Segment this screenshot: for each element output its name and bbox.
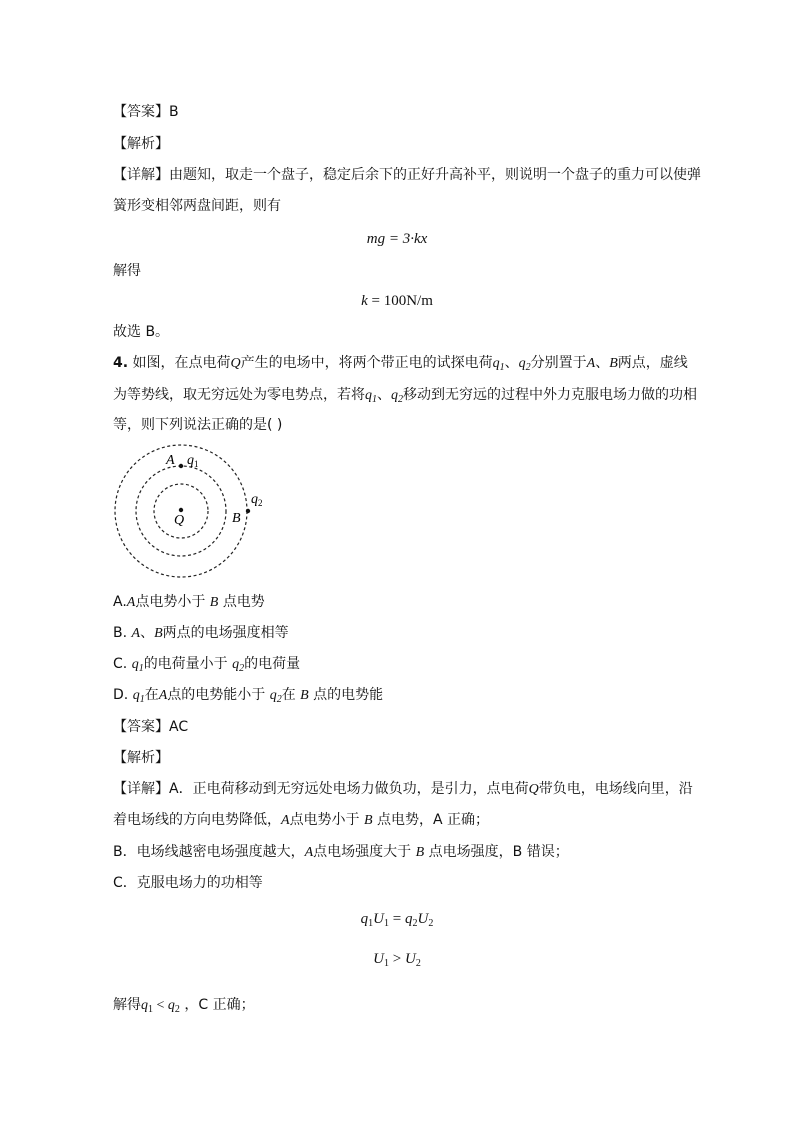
q-var-A: A xyxy=(586,356,596,371)
option-b xyxy=(113,624,289,643)
charge-Q-dot xyxy=(179,508,183,512)
opt-text: 的电荷量 xyxy=(244,656,301,672)
detail-line-2: 簧形变相邻两盘间距，则有 xyxy=(113,198,281,214)
question-line-3: 等，则下列说法正确的是( ) xyxy=(113,417,283,433)
detail-text: 带负电，电场线向里，沿 xyxy=(538,781,693,797)
detail-text: 点电势，A 正确； xyxy=(377,812,490,828)
option-c-prefix: C. xyxy=(113,656,128,672)
answer-line-1 xyxy=(113,103,179,121)
detail2-line-2 xyxy=(113,811,489,830)
opt-text: 两点的电场强度相等 xyxy=(162,625,289,641)
option-d-prefix: D. xyxy=(113,687,129,703)
answer-line-2 xyxy=(113,718,188,736)
answer-label: 【答案】 xyxy=(113,719,169,735)
opt-text: 在 xyxy=(144,687,159,703)
equation-q1u1-q2u2: $q_1U_1 = q_2U_2$ xyxy=(360,911,434,929)
equation-u1-gt-u2: $U_1 > U_2$ xyxy=(373,951,421,969)
answer-label: 【答案】 xyxy=(113,104,169,120)
q-var-Q: Q xyxy=(230,356,241,371)
opt-text: 的电荷量小于 xyxy=(143,656,228,672)
opt-text: 在 xyxy=(281,687,296,703)
question-line-1 xyxy=(113,354,688,377)
detail-text: 点电场强度，B 错误； xyxy=(428,844,569,860)
opt-var-A: A xyxy=(158,688,168,703)
q-var-q2: $q_2$ xyxy=(391,388,403,405)
detail-label: 【详解】 xyxy=(113,781,169,797)
final-text: ，C 正确； xyxy=(184,997,255,1013)
detail-text: A．正电荷移动到无穷远处电场力做负功，是引力，点电荷 xyxy=(169,781,529,797)
detail-text: 着电场线的方向电势降低， xyxy=(113,812,281,828)
final-inequality: $q_1 < q_2$ xyxy=(141,998,180,1015)
detail-text: 点电势小于 xyxy=(289,812,360,828)
eq-k-var: k xyxy=(361,293,368,309)
detail2-line-3 xyxy=(113,843,569,862)
opt-var-q1: $q_1$ xyxy=(131,657,144,674)
detail-text: 点电场强度大于 xyxy=(313,844,412,860)
q-var-B: B xyxy=(609,356,618,371)
point-B-dot xyxy=(246,509,250,513)
label-B: B xyxy=(232,511,241,526)
detail-label: 【详解】 xyxy=(113,167,169,183)
opt-text: 点电势 xyxy=(222,594,265,610)
detail-line-1 xyxy=(113,166,701,184)
q-text: 、 xyxy=(504,355,519,371)
detail-var-B: B xyxy=(415,845,425,860)
final-line xyxy=(113,996,255,1019)
option-a xyxy=(113,593,265,612)
question-number: 4. xyxy=(113,355,129,371)
eq-k-value: = 100N/m xyxy=(367,293,433,309)
equation-mg-kx: mg = 3·kx xyxy=(366,231,428,247)
opt-text: 点电势小于 xyxy=(135,594,206,610)
detail2-line-4: C．克服电场力的功相等 xyxy=(113,875,263,891)
detail-text: 由题知，取走一个盘子，稳定后余下的正好升高补平，则说明一个盘子的重力可以使弹 xyxy=(169,167,701,183)
opt-var-q2: $q_2$ xyxy=(269,688,282,705)
q-text: 两点，虚线 xyxy=(617,355,688,371)
detail2-line-1 xyxy=(113,780,693,799)
question-line-2 xyxy=(113,386,697,409)
q-text: 、 xyxy=(595,355,610,371)
q-text: 、 xyxy=(377,387,391,403)
opt-var-B: B xyxy=(154,626,163,641)
analysis-label-2: 【解析】 xyxy=(113,750,169,766)
q-text: 如图，在点电荷 xyxy=(132,355,231,371)
solve-label-1: 解得 xyxy=(113,263,141,279)
q-var-q1: $q_1$ xyxy=(365,388,377,405)
opt-var-A: A xyxy=(131,626,141,641)
label-q1: $q_1$ xyxy=(187,453,199,469)
answer-value: B xyxy=(169,104,179,120)
label-q2: $q_2$ xyxy=(251,492,263,508)
detail-var-A: A xyxy=(304,845,314,860)
option-c xyxy=(113,655,300,678)
equipotential-figure xyxy=(108,442,278,584)
detail-var-B: B xyxy=(364,813,373,828)
opt-text: 点的电势能小于 xyxy=(167,687,266,703)
analysis-label-1: 【解析】 xyxy=(113,136,169,152)
opt-var-B: B xyxy=(209,595,219,610)
opt-text: 、 xyxy=(140,625,155,641)
opt-var-q1: $q_1$ xyxy=(132,688,145,705)
label-Q: Q xyxy=(174,513,185,528)
final-text: 解得 xyxy=(113,997,141,1013)
answer-value: AC xyxy=(169,719,189,735)
option-a-prefix: A. xyxy=(113,594,127,610)
equation-k xyxy=(0,292,794,310)
opt-var-A: A xyxy=(126,595,136,610)
choose-line-1: 故选 B。 xyxy=(113,324,170,340)
detail-text: B．电场线越密电场强度越大， xyxy=(113,844,305,860)
point-A-dot xyxy=(179,464,183,468)
detail-var-Q: Q xyxy=(528,782,539,797)
detail-var-A: A xyxy=(281,813,290,828)
opt-text: 点的电势能 xyxy=(313,687,384,703)
option-d xyxy=(113,686,383,709)
opt-var-q2: $q_2$ xyxy=(232,657,245,674)
q-var-q1: $q_1$ xyxy=(492,356,505,373)
option-b-prefix: B. xyxy=(113,625,128,641)
label-A: A xyxy=(166,453,175,468)
opt-var-B: B xyxy=(300,688,309,703)
q-text: 产生的电场中，将两个带正电的试探电荷 xyxy=(240,355,493,371)
q-var-q2: $q_2$ xyxy=(518,356,531,373)
q-text: 移动到无穷远的过程中外力克服电场力做的功相 xyxy=(403,387,697,403)
q-text: 为等势线，取无穷远处为零电势点，若将 xyxy=(113,387,365,403)
q-text: 分别置于 xyxy=(530,355,587,371)
